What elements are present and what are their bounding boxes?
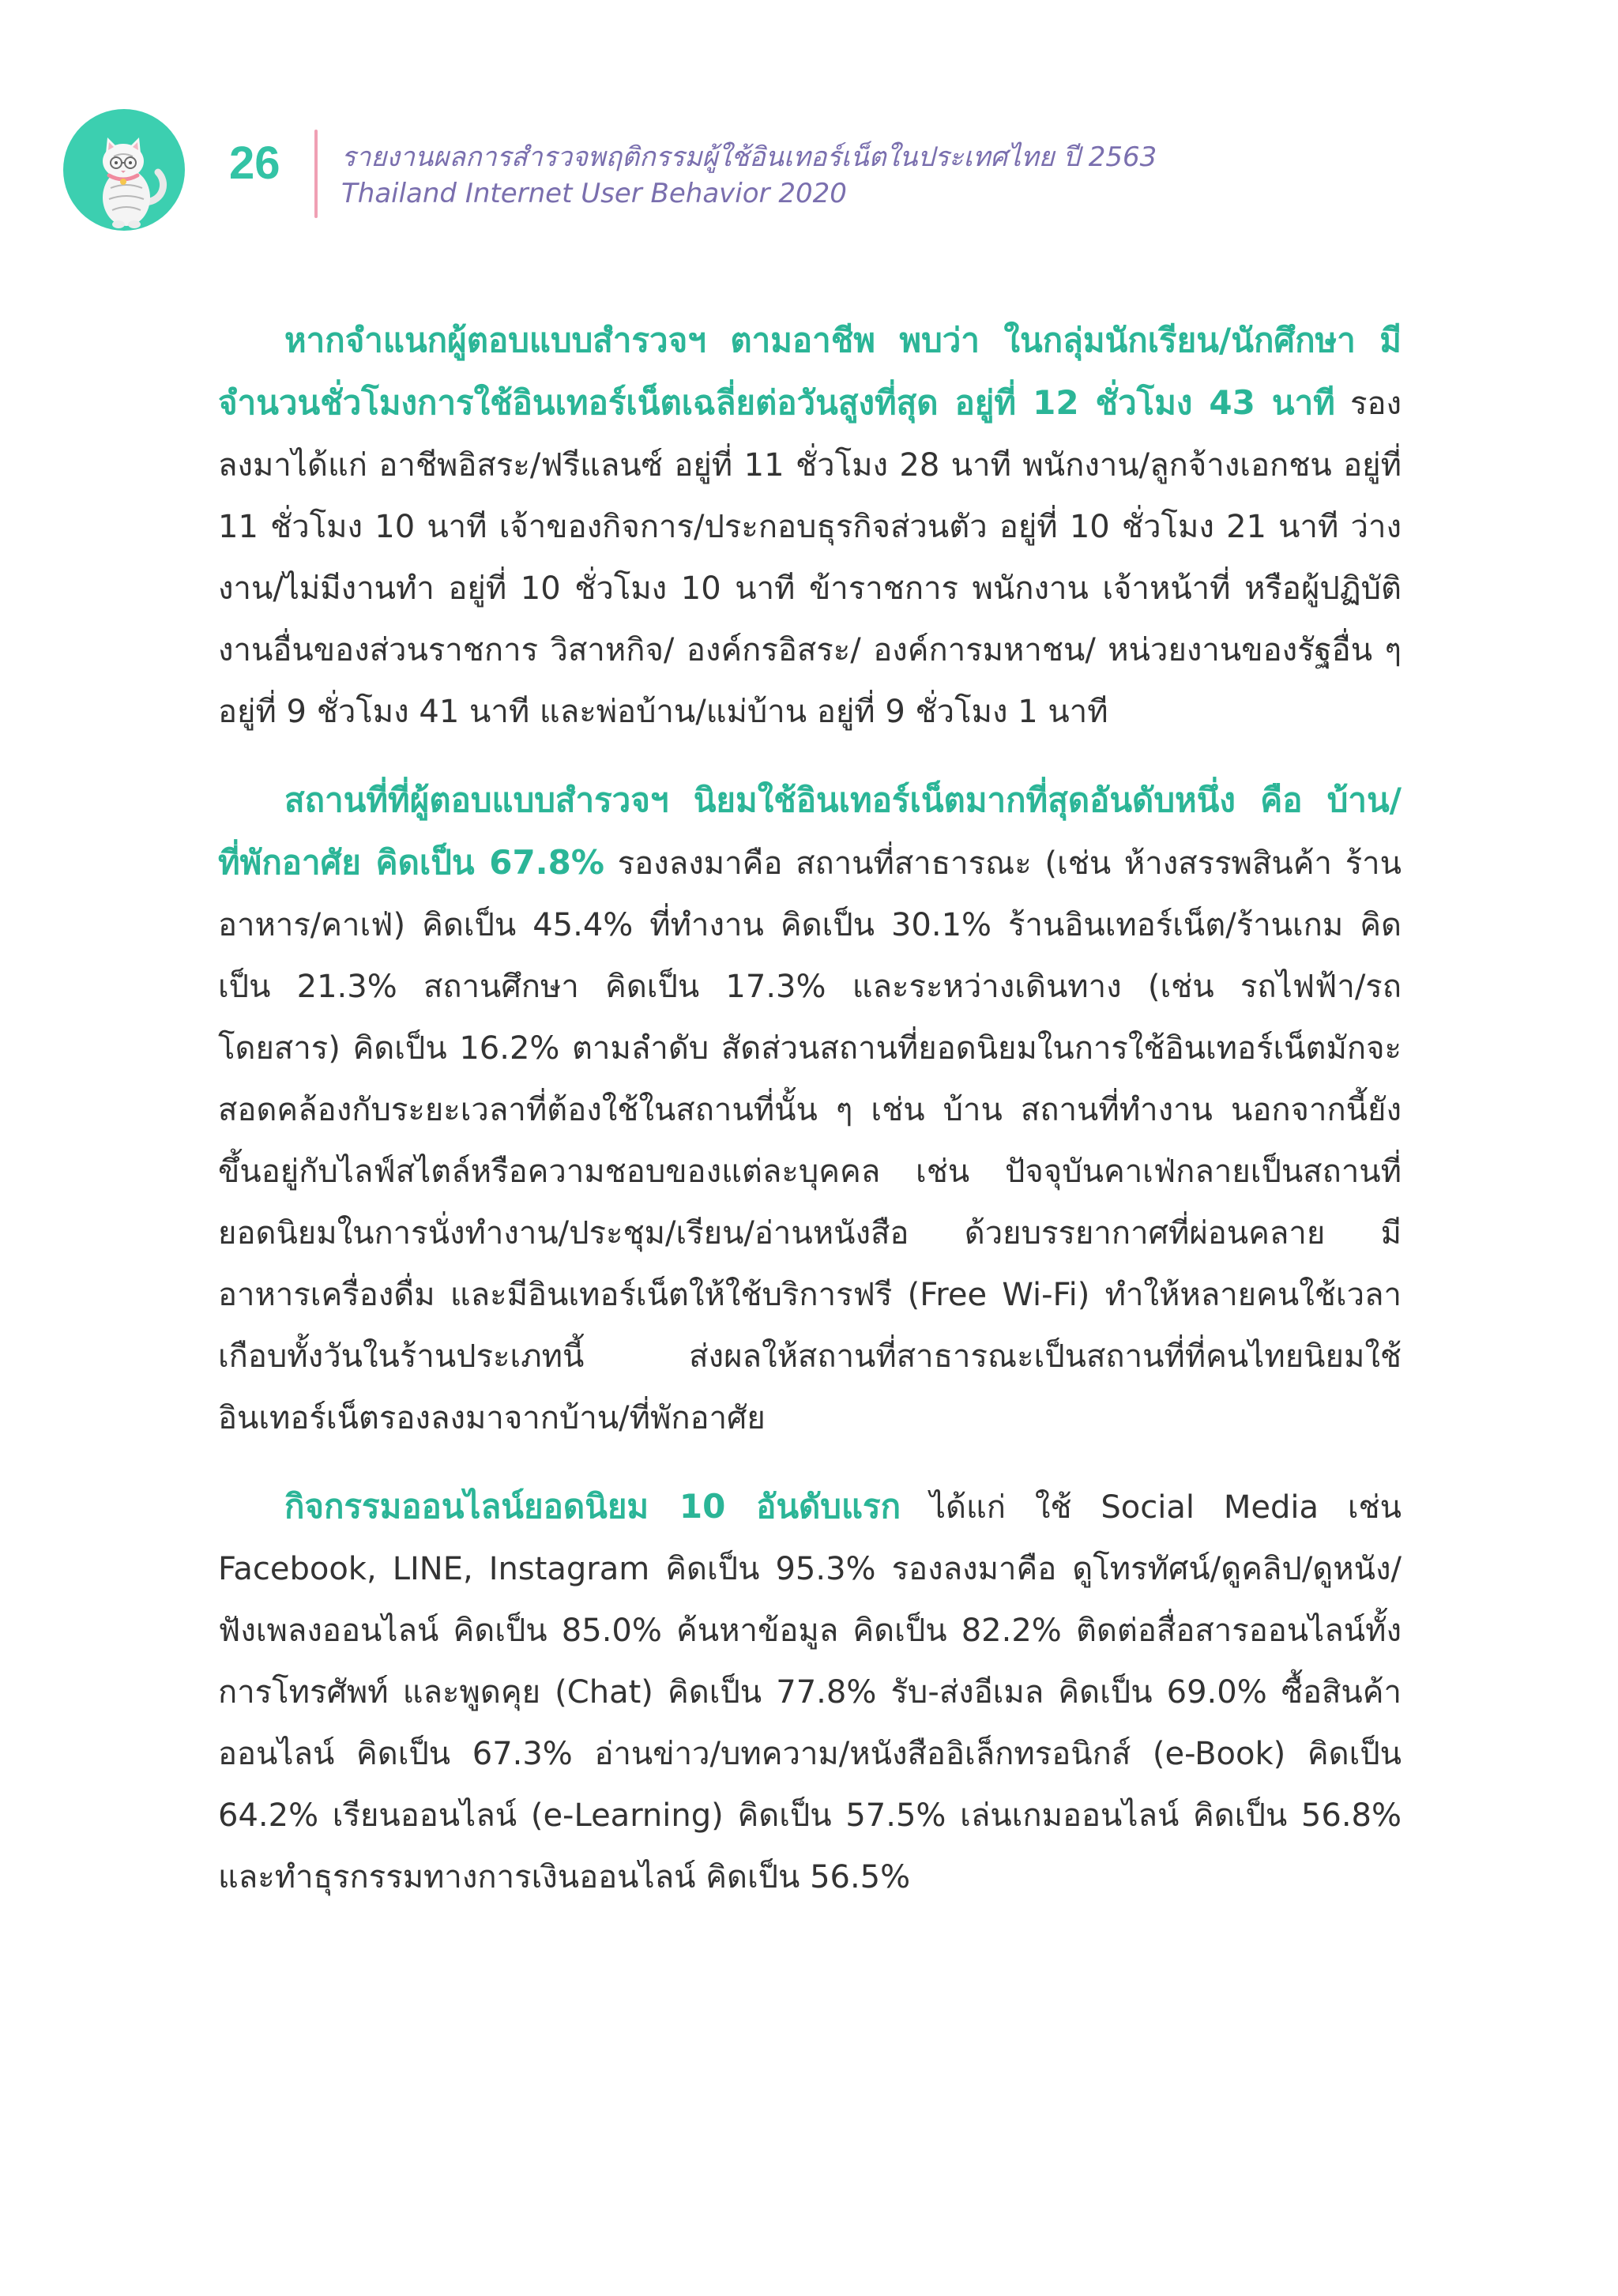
page-body [218, 310, 1402, 1908]
cat-illustration-svg [63, 109, 185, 231]
header-title-english: Thailand Internet User Behavior 2020 [341, 178, 847, 209]
page-header [63, 109, 1548, 235]
paragraph-text: รองลงมาได้แก่ อาชีพอิสระ/ฟรีแลนซ์ อยู่ที่ 11 ชั่วโมง 28 นาที พนักงาน/ลูกจ้างเอกชน อยู่ที่ 11 ชั่วโมง 10 นาที เจ้าของกิจการ/ประกอบธุรกิจส่วนตัว อยู่ที่ 10 ชั่วโมง 21 นาที ว่างงาน/ไม่มีงานทำ อยู่ที่ 10 ชั่วโมง 10 นาที ข้าราชการ พนักงาน เจ้าหน้าที่ หรือผู้ปฏิบัติงานอื่นของส่วนราชการ วิสาหกิจ/ องค์กรอิสระ/ องค์การมหาชน/ หน่วยงานของรัฐอื่น ๆ อยู่ที่ 9 ชั่วโมง 41 นาที และพ่อบ้าน/แม่บ้าน อยู่ที่ 9 ชั่วโมง 1 นาที [218, 386, 1402, 730]
paragraph-highlight: กิจกรรมออนไลน์ยอดนิยม 10 อันดับแรก [284, 1487, 901, 1526]
page-number: 26 [229, 137, 280, 189]
paragraph-occupation [218, 310, 1402, 743]
cat-illustration-icon [63, 109, 185, 231]
paragraph-location [218, 770, 1402, 1449]
paragraph-activities [218, 1476, 1402, 1908]
paragraph-highlight: หากจำแนกผู้ตอบแบบสำรวจฯ ตามอาชีพ พบว่า ในกลุ่มนักเรียน/นักศึกษา มีจำนวนชั่วโมงการใช้อินเทอร์เน็ตเฉลี่ยต่อวันสูงที่สุด อยู่ที่ 12 ชั่วโมง 43 นาที [218, 321, 1402, 422]
header-title [341, 139, 1157, 212]
paragraph-highlight: สถานที่ที่ผู้ตอบแบบสำรวจฯ นิยมใช้อินเทอร์เน็ตมากที่สุดอันดับหนึ่ง คือ บ้าน/ที่พักอาศัย คิดเป็น 67.8% [218, 781, 1402, 882]
paragraph-text: รองลงมาคือ สถานที่สาธารณะ (เช่น ห้างสรรพสินค้า ร้านอาหาร/คาเฟ่) คิดเป็น 45.4% ที่ทำงาน คิดเป็น 30.1% ร้านอินเทอร์เน็ต/ร้านเกม คิดเป็น 21.3% สถานศึกษา คิดเป็น 17.3% และระหว่างเดินทาง (เช่น รถไฟฟ้า/รถโดยสาร) คิดเป็น 16.2% ตามลำดับ สัดส่วนสถานที่ยอดนิยมในการใช้อินเทอร์เน็ตมักจะสอดคล้องกับระยะเวลาที่ต้องใช้ในสถานที่นั้น ๆ เช่น บ้าน สถานที่ทำงาน นอกจากนี้ยังขึ้นอยู่กับไลฟ์สไตล์หรือความชอบของแต่ละบุคคล เช่น ปัจจุบันคาเฟ่กลายเป็นสถานที่ยอดนิยมในการนั่งทำงาน/ประชุม/เรียน/อ่านหนังสือ ด้วยบรรยากาศที่ผ่อนคลาย มีอาหารเครื่องดื่ม และมีอินเทอร์เน็ตให้ใช้บริการฟรี (Free Wi-Fi) ทำให้หลายคนใช้เวลาเกือบทั้งวันในร้านประเภทนี้ ส่งผลให้สถานที่สาธารณะเป็นสถานที่ที่คนไทยนิยมใช้อินเทอร์เน็ตรองลงมาจากบ้าน/ที่พักอาศัย [218, 845, 1402, 1436]
paragraph-text: ได้แก่ ใช้ Social Media เช่น Facebook, LINE, Instagram คิดเป็น 95.3% รองลงมาคือ ดูโทรทัศน์/ดูคลิป/ดูหนัง/ฟังเพลงออนไลน์ คิดเป็น 85.0% ค้นหาข้อมูล คิดเป็น 82.2% ติดต่อสื่อสารออนไลน์ทั้งการโทรศัพท์ และพูดคุย (Chat) คิดเป็น 77.8% รับ-ส่งอีเมล คิดเป็น 69.0% ซื้อสินค้าออนไลน์ คิดเป็น 67.3% อ่านข่าว/บทความ/หนังสืออิเล็กทรอนิกส์ (e-Book) คิดเป็น 64.2% เรียนออนไลน์ (e-Learning) คิดเป็น 57.5% เล่นเกมออนไลน์ คิดเป็น 56.8% และทำธุรกรรมทางการเงินออนไลน์ คิดเป็น 56.5% [218, 1489, 1402, 1895]
header-title-thai: รายงานผลการสำรวจพฤติกรรมผู้ใช้อินเทอร์เน็ตในประเทศไทย ปี 2563 [341, 141, 1157, 173]
header-divider [314, 130, 318, 218]
